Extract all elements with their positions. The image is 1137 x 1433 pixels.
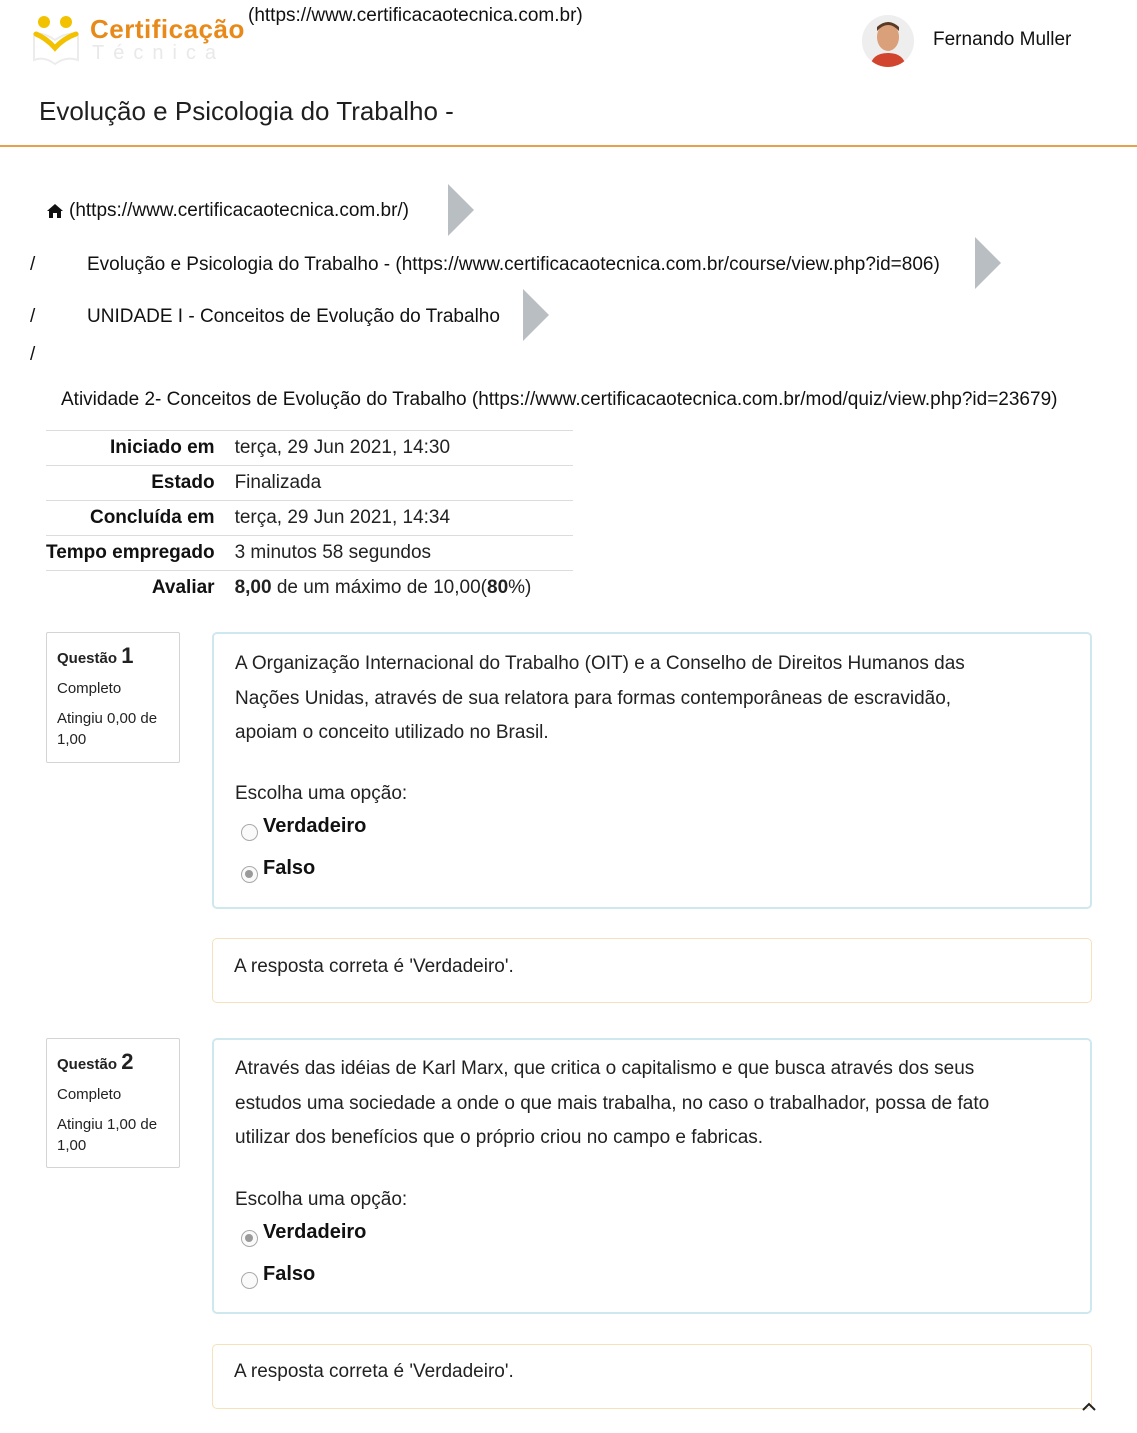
- breadcrumb-separator: /: [30, 344, 36, 365]
- summary-label: Concluída em: [89, 507, 215, 528]
- grade-middle: de um máximo de 10,00(: [271, 577, 487, 598]
- option-label-falso[interactable]: Falso: [263, 1263, 316, 1285]
- radio-verdadeiro[interactable]: [241, 824, 258, 841]
- summary-value: terça, 29 Jun 2021, 14:30: [234, 437, 451, 458]
- radio-verdadeiro[interactable]: [241, 1230, 258, 1247]
- attempt-summary-table: [46, 430, 573, 605]
- breadcrumb-unit-link[interactable]: UNIDADE I - Conceitos de Evolução do Trabalho: [87, 306, 500, 327]
- feedback-box: [212, 1344, 1092, 1409]
- option-label-falso[interactable]: Falso: [263, 857, 316, 879]
- correct-answer-text: A resposta correta é 'Verdadeiro'.: [234, 1361, 514, 1382]
- question-status: Completo: [57, 680, 122, 697]
- summary-row-state: [46, 466, 573, 501]
- summary-value: 3 minutos 58 segundos: [234, 542, 432, 563]
- question-status: Completo: [57, 1086, 122, 1103]
- question-label: Questão: [57, 650, 118, 667]
- question-label: Questão: [57, 1056, 118, 1073]
- avatar[interactable]: [862, 15, 914, 67]
- grade-end: %): [508, 577, 532, 598]
- summary-row-time: [46, 536, 573, 571]
- question-content-box: [212, 1038, 1092, 1314]
- question-text: A Organização Internacional do Trabalho (OIT) e a Conselho de Direitos Humanos das Nações Unidas, através de sua relatora para formas contemporâneas de escravidão, apoiam o conceito utilizado no Brasil.: [235, 653, 965, 743]
- option-label-verdadeiro[interactable]: Verdadeiro: [263, 1221, 367, 1243]
- breadcrumb-chevron-icon: [523, 289, 549, 341]
- question-content-box: [212, 632, 1092, 909]
- user-name[interactable]: Fernando Muller: [933, 29, 1072, 50]
- summary-value: [235, 571, 573, 606]
- summary-value: Finalizada: [234, 472, 322, 493]
- logo-subtext: Técnica: [92, 42, 226, 64]
- question-text: Através das idéias de Karl Marx, que critica o capitalismo e que busca através dos seus estudos uma sociedade a onde o que mais trabalha, no caso o trabalhador, possa de fato utilizar dos benefícios que o próprio criou no campo e fabricas.: [235, 1058, 990, 1148]
- question-info-box: [46, 632, 180, 763]
- summary-row-completed: [46, 501, 573, 536]
- radio-falso[interactable]: [241, 1272, 258, 1289]
- page-title: Evolução e Psicologia do Trabalho -: [39, 96, 454, 126]
- summary-value: terça, 29 Jun 2021, 14:34: [234, 507, 451, 528]
- feedback-box: [212, 938, 1092, 1003]
- grade-percent: 80: [487, 577, 509, 598]
- scroll-to-top-icon[interactable]: [1080, 1398, 1098, 1416]
- site-url-link[interactable]: (https://www.certificacaotecnica.com.br): [248, 5, 583, 26]
- question-mark: Atingiu 0,00 de 1,00: [57, 710, 158, 748]
- question-info-box: [46, 1038, 180, 1168]
- question-number: 2: [121, 1049, 134, 1074]
- summary-label: Estado: [151, 472, 215, 493]
- title-divider: [0, 145, 1137, 147]
- radio-falso[interactable]: [241, 866, 258, 883]
- question-number: 1: [121, 643, 134, 668]
- summary-label: Tempo empregado: [46, 542, 215, 563]
- breadcrumb-course-link[interactable]: Evolução e Psicologia do Trabalho - (https://www.certificacaotecnica.com.br/course/view.php?id=806): [87, 254, 940, 275]
- summary-row-grade: [46, 571, 573, 606]
- breadcrumb-chevron-icon: [975, 237, 1001, 289]
- choose-option-prompt: Escolha uma opção:: [235, 1189, 408, 1210]
- home-icon[interactable]: [46, 202, 64, 220]
- grade-score: 8,00: [234, 577, 272, 598]
- option-label-verdadeiro[interactable]: Verdadeiro: [263, 815, 367, 837]
- breadcrumb-separator: /: [30, 306, 36, 327]
- summary-label: Iniciado em: [110, 437, 215, 458]
- breadcrumb-separator: /: [30, 254, 36, 275]
- breadcrumb-chevron-icon: [448, 184, 474, 236]
- breadcrumb-home-link[interactable]: (https://www.certificacaotecnica.com.br/): [69, 200, 409, 221]
- user-photo-icon: [862, 15, 914, 67]
- question-mark: Atingiu 1,00 de 1,00: [57, 1116, 158, 1154]
- summary-label: Avaliar: [151, 577, 215, 598]
- choose-option-prompt: Escolha uma opção:: [235, 783, 408, 804]
- logo-book-icon: [30, 10, 90, 68]
- breadcrumb-activity-link[interactable]: Atividade 2- Conceitos de Evolução do Trabalho (https://www.certificacaotecnica.com.br/mod/quiz/view.php?id=23679): [61, 389, 1058, 410]
- summary-row-started: [46, 431, 573, 466]
- logo-text: Certificação: [90, 14, 245, 44]
- correct-answer-text: A resposta correta é 'Verdadeiro'.: [234, 956, 514, 977]
